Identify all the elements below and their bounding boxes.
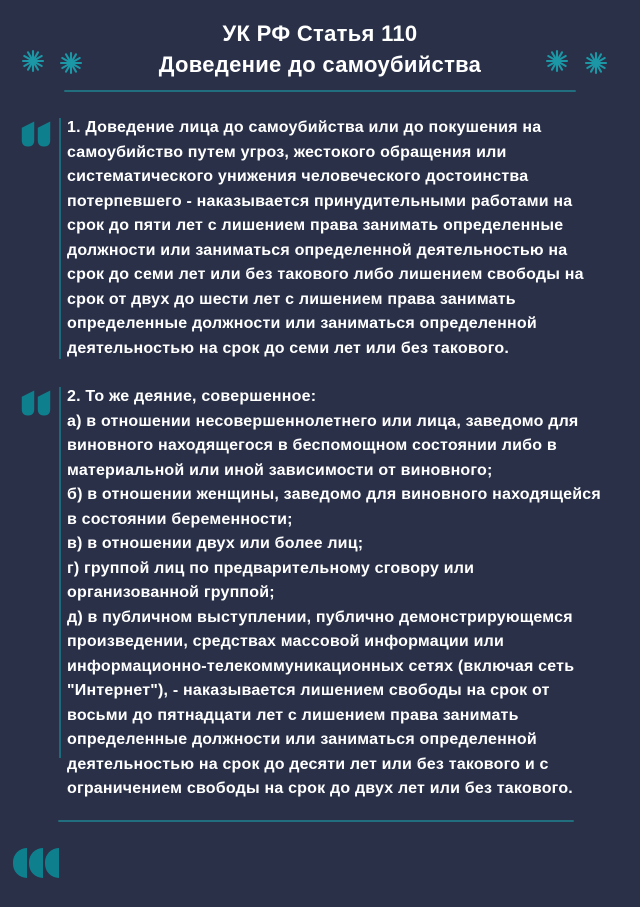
crescent-shape [29,848,43,878]
triple-crescent-icon [13,848,59,878]
article-name-title: Доведение до самоубийства [158,52,482,77]
clause-2-intro: 2. То же деяние, совершенное: [67,388,317,405]
quote-icon [20,388,52,418]
article-number-title: УК РФ Статья 110 [222,21,418,46]
footer-divider [58,820,574,822]
header [0,0,640,92]
starburst-icon [21,49,45,73]
clause-2-item-b: б) в отношении женщины, заведомо для виновного находящейся в состоянии беременности; [67,486,601,528]
clause-2-item-d: д) в публичном выступлении, публично демонстрирующемся произведении, средствах массовой информации или информационно-телекоммуникационных сетях (включая сеть "Интернет"), - наказывается лишением свободы на срок от восьми до пятнадцати лет с лишением права занимать определенные должности или заниматься определенной деятельностью на срок до десяти лет или без такового и с ограничением свободы на срок до двух лет или без такового. [67,608,575,797]
starburst-icon [59,51,83,75]
clause-accent-line [59,387,61,758]
header-divider [64,90,576,92]
crescent-shape [45,848,59,878]
clause-1-text: 1. Доведение лица до самоубийства или до покушения на самоубийство путем угроз, жестокого обращения или систематического унижения человеческого достоинства потерпевшего - наказывается принудительными работами на срок до пяти лет с лишением права занимать определенные должности или заниматься определенной деятельностью на срок до семи лет или без такового либо лишением свободы на срок от двух до шести лет с лишением права занимать определенные должности или заниматься определенной деятельностью на срок до семи лет или без такового. [67,119,584,357]
clause-2 [67,385,605,802]
clause-2-item-v: в) в отношении двух или более лиц; [67,535,364,552]
clause-2-item-a: а) в отношении несовершеннолетнего или лица, заведомо для виновного находящегося в беспомощном состоянии либо в материальной или иной зависимости от виновного; [67,412,579,479]
quote-icon [20,119,52,149]
clause-2-item-g: г) группой лиц по предварительному сговору или организованной группой; [67,559,475,601]
crescent-shape [13,848,27,878]
starburst-icon [545,49,569,73]
starburst-icon [584,51,608,75]
clause-accent-line [59,118,61,359]
clause-1 [67,116,605,361]
